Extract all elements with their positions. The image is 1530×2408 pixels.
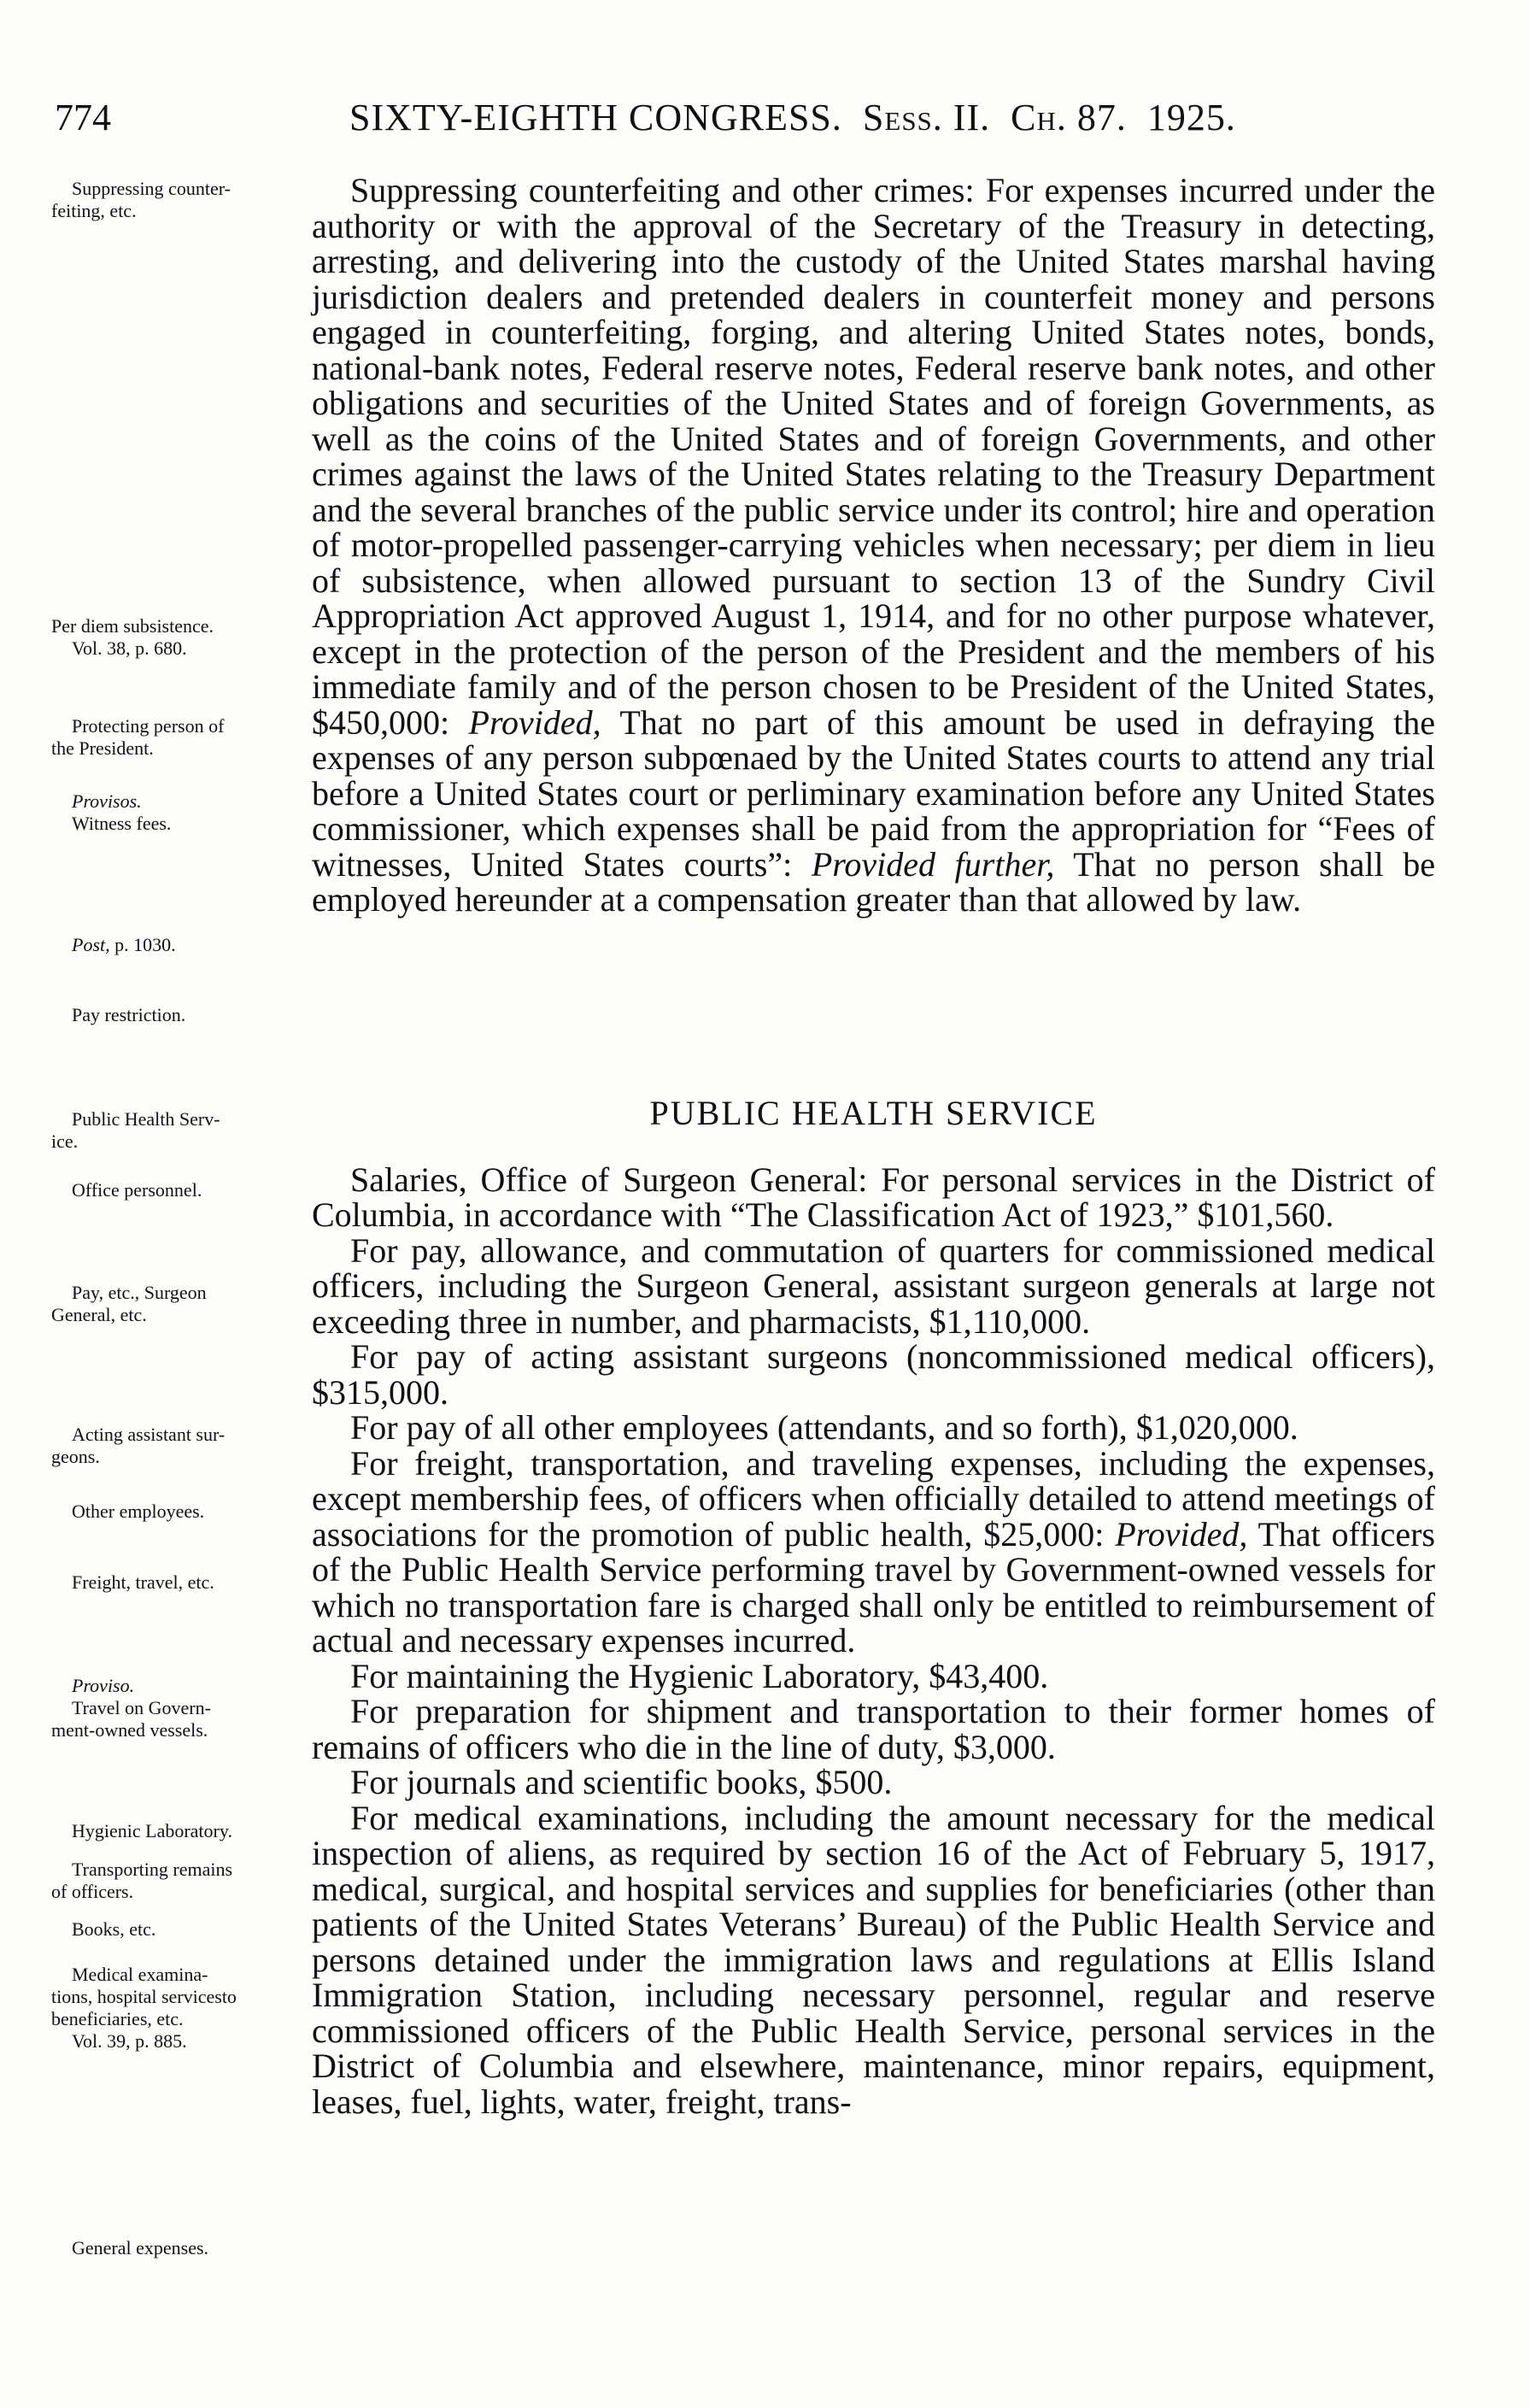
margin-note-per-diem: Per diem subsistence. Vol. 38, p. 680. (51, 615, 214, 659)
paragraph-suppressing-counterfeiting: Suppressing counterfeiting and other crimes: For expenses incurred under the authority or with the approval of the Secretary of the Treasury in detecting, arresting, and delivering into the custody of the United States marshal having jurisdiction dealers and pretended dealers in counterfeit money and persons engaged in counterfeiting, forging, and altering United States notes, bonds, national-bank notes, Federal reserve notes, Federal reserve bank notes, and other obligations and securities of the United States and of foreign Governments, as well as the coins of the United States and of foreign Governments, and other crimes against the laws of the United States relating to the Treasury Department and the several branches of the public service under its control; hire and operation of motor-propelled passenger-carrying vehicles when necessary; per diem in lieu of subsistence, when allowed pursuant to section 13 of the Sundry Civil Appropriation Act approved August 1, 1914, and for no other purpose whatever, except in the protection of the person of the President and the members of his immediate family and of the person chosen to be President of the United States, $450,000: Provided, That no part of this amount be used in defraying the expenses of any person subpœnaed by the United States courts to attend any trial before a United States court or perliminary examination before any United States commissioner, which expenses shall be paid from the appropriation for “Fees of witnesses, United States courts”: Provided further, That no person shall be employed hereunder at a compensation greater than that allowed by law. (312, 171, 1436, 919)
margin-note-post: Post, p. 1030. (72, 934, 176, 955)
margin-note-medical: Medical examina- tions, hospital servicesto beneficiaries, etc. Vol. 39, p. 885. (51, 1964, 237, 2052)
paragraph-medical-examinations: For medical examinations, including the amount necessary for the medical inspection of aliens, as required by section 16 of the Act of February 5, 1917, medical, surgical, and hospital services and supplies for beneficiaries (other than patients of the United States Veterans’ Bureau) of the Public Health Service and persons detained under the immigration laws and regulations at Ellis Island Immigration Station, including necessary personnel, regular and reserve commissioned officers of the Public Health Service, personal services in the District of Columbia and elsewhere, maintenance, minor repairs, equipment, leases, fuel, lights, water, freight, trans- (312, 1798, 1435, 2121)
congress-name: SIXTY-EIGHTH CONGRESS. (349, 97, 842, 138)
body-text (312, 173, 1435, 918)
margin-note-transporting: Transporting remains of officers. (51, 1859, 233, 1902)
running-title (349, 96, 1236, 139)
margin-note-pay-restriction: Pay restriction. (72, 1004, 186, 1025)
margin-note-pay-surgeon: Pay, etc., Surgeon General, etc. (51, 1282, 207, 1325)
paragraph-other-employees: For pay of all other employees (attendants, and so forth), $1,020,000. (350, 1408, 1298, 1447)
paragraph-commissioned-officers: For pay, allowance, and commutation of quarters for commissioned medical officers, including the Surgeon General, assistant surgeon generals at large not exceeding three in number, and pharmacists, $1,110,000. (312, 1230, 1435, 1341)
margin-note-public-health: Public Health Serv- ice. (51, 1108, 220, 1152)
margin-note-office-personnel: Office personnel. (72, 1179, 202, 1201)
paragraph-hygienic-laboratory: For maintaining the Hygienic Laboratory, $43,400. (350, 1656, 1049, 1695)
chapter: Ch. 87. (1011, 97, 1127, 138)
margin-note-general-expenses: General expenses. (72, 2237, 209, 2258)
session: Sess. II. (862, 97, 991, 138)
margin-note-proviso: Proviso. Travel on Govern- ment-owned vessels. (51, 1675, 211, 1741)
paragraph-freight-travel: For freight, transportation, and traveling expenses, including the expenses, except membership fees, of officers when officially detailed to attend meetings of associations for the promotion of public health, $25,000: Provided, That officers of the Public Health Service performing travel by Government-owned vessels for which no transportation fare is charged shall only be entitled to reimbursement of actual and necessary expenses incurred. (312, 1443, 1436, 1659)
margin-note-acting: Acting assistant sur- geons. (51, 1424, 226, 1467)
margin-note-books: Books, etc. (72, 1918, 156, 1940)
running-header (55, 96, 1439, 147)
page-number: 774 (55, 97, 111, 138)
paragraph-transporting-remains: For preparation for shipment and transportation to their former homes of remains of officers who die in the line of duty, $3,000. (312, 1692, 1435, 1766)
margin-note-suppressing: Suppressing counter- feiting, etc. (51, 178, 231, 221)
paragraph-acting-assistant-surgeons: For pay of acting assistant surgeons (noncommissioned medical officers), $315,000. (312, 1337, 1435, 1412)
margin-note-hygienic: Hygienic Laboratory. (72, 1820, 232, 1841)
margin-note-protecting: Protecting person of the President. (51, 715, 225, 759)
margin-note-other-employees: Other employees. (72, 1501, 205, 1522)
section-heading: PUBLIC HEALTH SERVICE (649, 1094, 1098, 1132)
body-text-public-health (312, 1095, 1435, 2119)
year: 1925. (1146, 97, 1236, 138)
margin-note-provisos: Provisos. Witness fees. (72, 790, 172, 834)
margin-note-freight: Freight, travel, etc. (72, 1571, 214, 1593)
paragraph-office-surgeon-general: Salaries, Office of Surgeon General: For personal services in the District of Columbia, in accordance with “The Classification Act of 1923,” $101,560. (312, 1160, 1435, 1234)
paragraph-books: For journals and scientific books, $500. (350, 1763, 893, 1801)
